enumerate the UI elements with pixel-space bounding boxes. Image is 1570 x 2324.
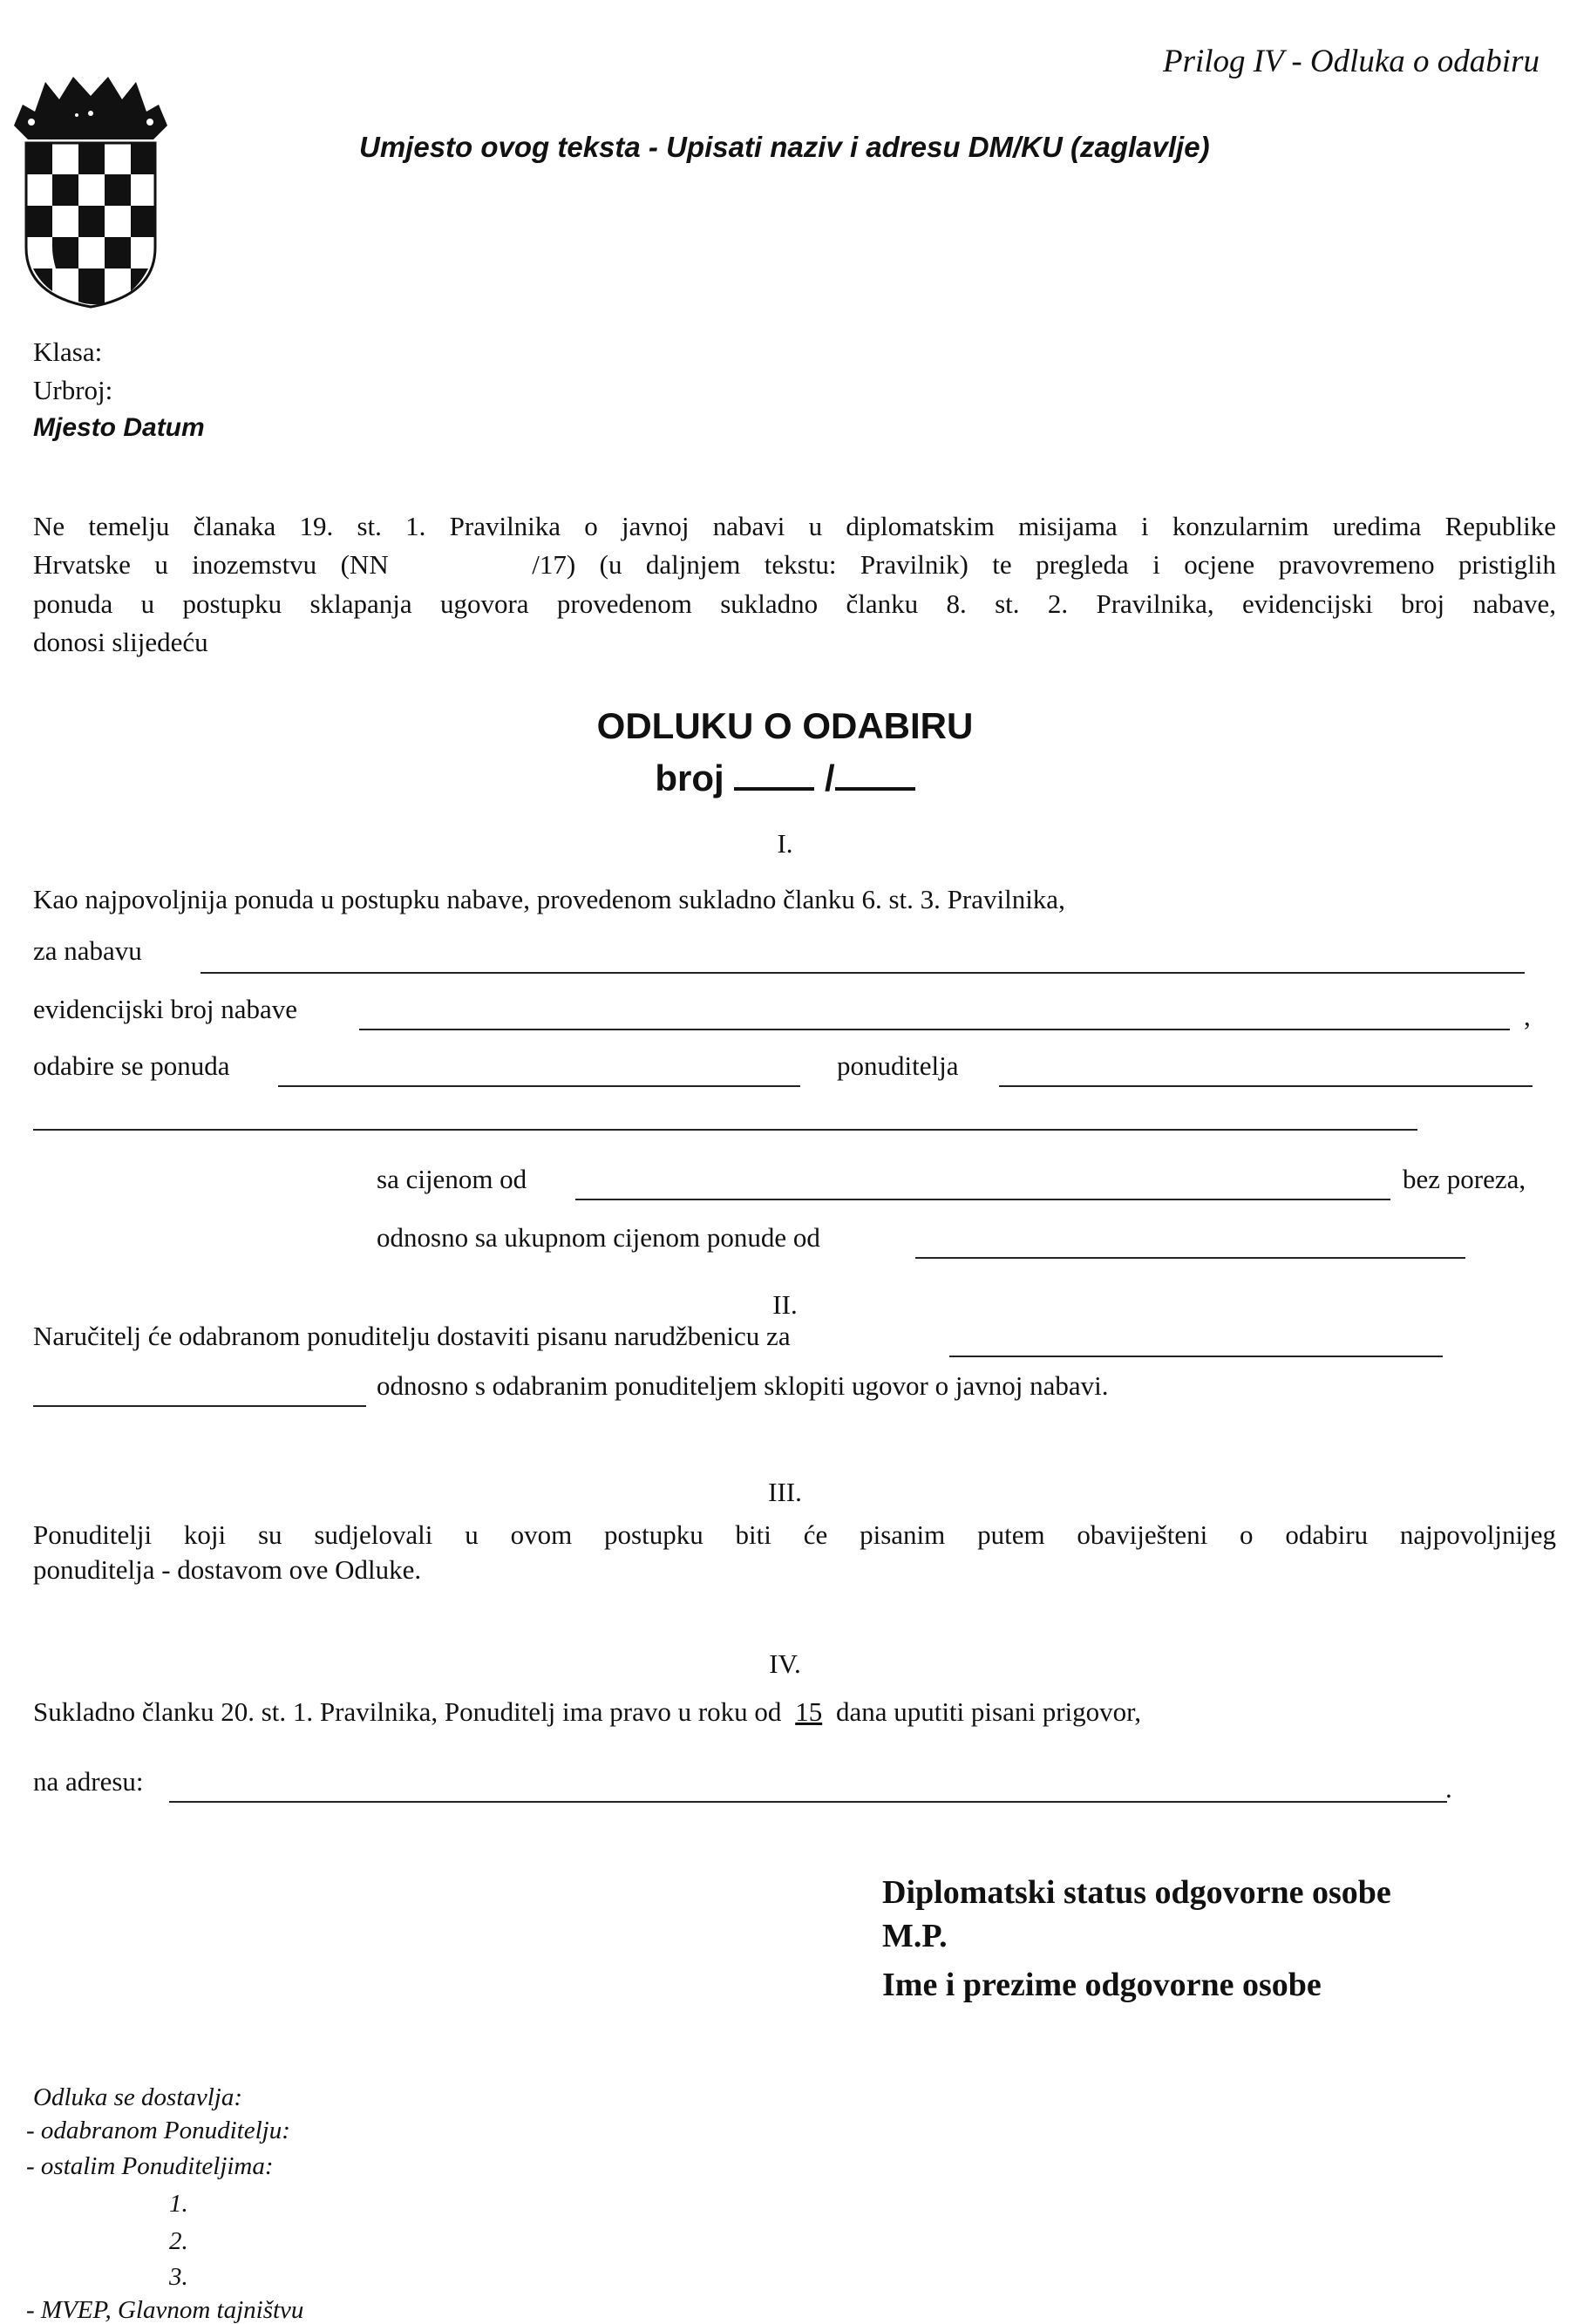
decision-number [0,760,1570,797]
intro-line: Hrvatske u inozemstvu (NN /17) (u daljnjem tekstu: Pravilnik) te pregleda i ocjene pravovremeno pristiglih [33,549,1556,580]
intro-line: donosi slijedeću [33,627,208,657]
distribution-number: 2. [169,2227,188,2255]
bidder-blank [999,1085,1533,1087]
order-blank-2 [33,1405,366,1407]
section2-line: odnosno s odabranim ponuditeljem sklopiti ugovor o javnoj nabavi. [377,1370,1109,1401]
bidder-label: ponuditelja [837,1050,959,1081]
offer-label: odabire se ponuda [33,1050,230,1081]
urbroj-label: Urbroj: [33,375,113,405]
section-numeral: II. [772,1289,798,1320]
section3-line: ponuditelja - dostavom ove Odluke. [33,1554,422,1585]
address-blank [169,1801,1447,1803]
objection-days: 15 [795,1696,823,1727]
section-numeral: IV. [769,1648,801,1679]
section2-line: Naručitelj će odabranom ponuditelju dostaviti pisanu narudžbenicu za [33,1321,791,1351]
signatory-status: Diplomatski status odgovorne osobe [882,1874,1391,1911]
reg-number-blank [359,1029,1510,1030]
no-tax-label: bez poreza, [1403,1164,1526,1194]
comma: , [1524,1001,1531,1031]
annex-label: Prilog IV - Odluka o odabiru [1163,44,1539,79]
klasa-label: Klasa: [33,336,103,367]
price-blank [575,1199,1390,1200]
document-title: ODLUKU O ODABIRU [596,705,974,746]
section-numeral: I. [777,828,793,859]
section4-line [33,1698,1141,1725]
reg-number-label: evidencijski broj nabave [33,994,298,1024]
offer-blank [278,1085,800,1087]
section3-line: Ponuditelji koji su sudjelovali u ovom postupku biti će pisanim putem obaviješteni o odabiru najpovoljnijeg [33,1519,1556,1550]
section-numeral: III. [768,1477,802,1507]
address-dot: . [1445,1773,1452,1804]
objection-text: Sukladno članku 20. st. 1. Pravilnika, Ponuditelj ima pravo u roku od [33,1696,782,1727]
distribution-title: Odluka se dostavlja: [33,2083,243,2111]
intro-line: Ne temelju članaka 19. st. 1. Pravilnika o javnoj nabavi u diplomatskim misijama i konzularnim uredima Republike [33,511,1556,541]
order-blank [949,1356,1443,1357]
distribution-number: 3. [169,2263,188,2291]
objection-text-end: dana uputiti pisani prigovor, [835,1696,1141,1727]
number-sep: / [825,758,835,798]
year-blank [835,787,915,791]
distribution-item: - ostalim Ponuditeljima: [26,2152,274,2180]
number-blank [734,787,814,791]
procurement-blank [200,972,1525,974]
distribution-item: - MVEP, Glavnom tajništvu [26,2296,304,2324]
address-label: na adresu: [33,1766,144,1797]
distribution-item: - odabranom Ponuditelju: [26,2117,290,2144]
placeholder-heading: Umjesto ovog teksta - Upisati naziv i adresu DM/KU (zaglavlje) [359,131,1210,163]
signatory-name: Ime i prezime odgovorne osobe [882,1967,1322,2003]
bidder-blank-2 [33,1129,1417,1131]
coat-of-arms-icon [7,73,174,309]
place-date: Mjesto Datum [33,413,205,442]
distribution-number: 1. [169,2190,188,2218]
total-price-label: odnosno sa ukupnom cijenom ponude od [377,1222,820,1253]
seal-label: M.P. [882,1918,948,1954]
price-label: sa cijenom od [377,1164,527,1194]
total-price-blank [915,1257,1465,1259]
for-procurement-label: za nabavu [33,935,142,966]
section1-lead: Kao najpovoljnija ponuda u postupku nabave, provedenom sukladno članku 6. st. 3. Pravilnika, [33,884,1065,914]
intro-line: ponuda u postupku sklapanja ugovora provedenom sukladno članku 8. st. 2. Pravilnika, evidencijski broj nabave, [33,588,1556,619]
number-label: broj [655,758,724,798]
